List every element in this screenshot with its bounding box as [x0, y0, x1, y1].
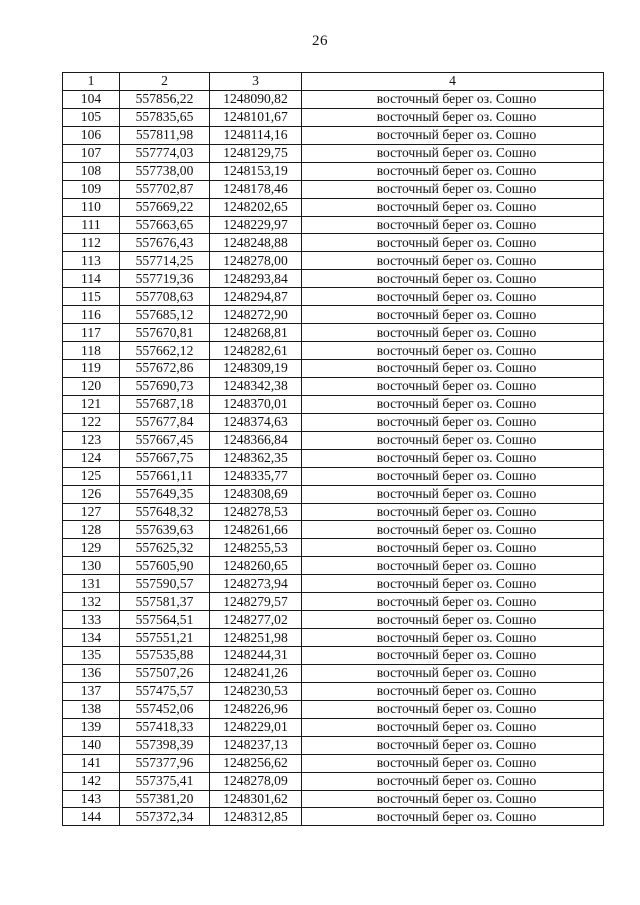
point-number-cell: 104	[63, 90, 120, 108]
x-coordinate-cell: 557649,35	[120, 485, 210, 503]
y-coordinate-cell: 1248255,53	[210, 539, 302, 557]
table-row	[63, 700, 604, 718]
point-number-cell: 114	[63, 270, 120, 288]
description-cell: восточный берег оз. Сошно	[302, 682, 604, 700]
description-cell: восточный берег оз. Сошно	[302, 772, 604, 790]
x-coordinate-cell: 557676,43	[120, 234, 210, 252]
x-coordinate-cell: 557372,34	[120, 808, 210, 826]
point-number-cell: 110	[63, 198, 120, 216]
y-coordinate-cell: 1248230,53	[210, 682, 302, 700]
description-cell: восточный берег оз. Сошно	[302, 270, 604, 288]
x-coordinate-cell: 557625,32	[120, 539, 210, 557]
y-coordinate-cell: 1248178,46	[210, 180, 302, 198]
table-row	[63, 413, 604, 431]
table-row	[63, 395, 604, 413]
y-coordinate-cell: 1248153,19	[210, 162, 302, 180]
description-cell: восточный берег оз. Сошно	[302, 611, 604, 629]
y-coordinate-cell: 1248237,13	[210, 736, 302, 754]
y-coordinate-cell: 1248362,35	[210, 449, 302, 467]
point-number-cell: 117	[63, 324, 120, 342]
point-number-cell: 116	[63, 306, 120, 324]
point-number-cell: 106	[63, 126, 120, 144]
table-row	[63, 539, 604, 557]
y-coordinate-cell: 1248335,77	[210, 467, 302, 485]
y-coordinate-cell: 1248277,02	[210, 611, 302, 629]
x-coordinate-cell: 557667,45	[120, 431, 210, 449]
table-row	[63, 377, 604, 395]
y-coordinate-cell: 1248226,96	[210, 700, 302, 718]
table-row	[63, 324, 604, 342]
coordinates-table	[62, 72, 604, 826]
table-row	[63, 664, 604, 682]
point-number-cell: 111	[63, 216, 120, 234]
y-coordinate-cell: 1248090,82	[210, 90, 302, 108]
description-cell: восточный берег оз. Сошно	[302, 216, 604, 234]
table-row	[63, 360, 604, 378]
table-row	[63, 593, 604, 611]
point-number-cell: 112	[63, 234, 120, 252]
point-number-cell: 136	[63, 664, 120, 682]
description-cell: восточный берег оз. Сошно	[302, 700, 604, 718]
table-row	[63, 198, 604, 216]
table-row	[63, 306, 604, 324]
y-coordinate-cell: 1248279,57	[210, 593, 302, 611]
header-col-2: 2	[120, 73, 210, 91]
table-body	[63, 90, 604, 825]
y-coordinate-cell: 1248293,84	[210, 270, 302, 288]
y-coordinate-cell: 1248248,88	[210, 234, 302, 252]
point-number-cell: 129	[63, 539, 120, 557]
description-cell: восточный берег оз. Сошно	[302, 324, 604, 342]
description-cell: восточный берег оз. Сошно	[302, 718, 604, 736]
x-coordinate-cell: 557687,18	[120, 395, 210, 413]
table-row	[63, 108, 604, 126]
point-number-cell: 144	[63, 808, 120, 826]
table-row	[63, 449, 604, 467]
table-row	[63, 485, 604, 503]
table-row	[63, 575, 604, 593]
point-number-cell: 118	[63, 342, 120, 360]
table-header	[63, 73, 604, 91]
table-row	[63, 126, 604, 144]
point-number-cell: 123	[63, 431, 120, 449]
point-number-cell: 141	[63, 754, 120, 772]
table-row	[63, 682, 604, 700]
table-row	[63, 790, 604, 808]
description-cell: восточный берег оз. Сошно	[302, 377, 604, 395]
point-number-cell: 133	[63, 611, 120, 629]
x-coordinate-cell: 557669,22	[120, 198, 210, 216]
x-coordinate-cell: 557774,03	[120, 144, 210, 162]
table-row	[63, 216, 604, 234]
point-number-cell: 139	[63, 718, 120, 736]
point-number-cell: 127	[63, 503, 120, 521]
x-coordinate-cell: 557398,39	[120, 736, 210, 754]
description-cell: восточный берег оз. Сошно	[302, 395, 604, 413]
y-coordinate-cell: 1248312,85	[210, 808, 302, 826]
point-number-cell: 140	[63, 736, 120, 754]
table-row	[63, 754, 604, 772]
point-number-cell: 120	[63, 377, 120, 395]
point-number-cell: 119	[63, 360, 120, 378]
x-coordinate-cell: 557418,33	[120, 718, 210, 736]
description-cell: восточный берег оз. Сошно	[302, 539, 604, 557]
x-coordinate-cell: 557648,32	[120, 503, 210, 521]
y-coordinate-cell: 1248261,66	[210, 521, 302, 539]
description-cell: восточный берег оз. Сошно	[302, 449, 604, 467]
description-cell: восточный берег оз. Сошно	[302, 144, 604, 162]
point-number-cell: 107	[63, 144, 120, 162]
table-row	[63, 234, 604, 252]
table-row	[63, 252, 604, 270]
y-coordinate-cell: 1248272,90	[210, 306, 302, 324]
point-number-cell: 143	[63, 790, 120, 808]
x-coordinate-cell: 557663,65	[120, 216, 210, 234]
table-row	[63, 342, 604, 360]
description-cell: восточный берег оз. Сошно	[302, 503, 604, 521]
description-cell: восточный берег оз. Сошно	[302, 575, 604, 593]
y-coordinate-cell: 1248260,65	[210, 557, 302, 575]
y-coordinate-cell: 1248282,61	[210, 342, 302, 360]
description-cell: восточный берег оз. Сошно	[302, 647, 604, 665]
x-coordinate-cell: 557590,57	[120, 575, 210, 593]
point-number-cell: 124	[63, 449, 120, 467]
point-number-cell: 137	[63, 682, 120, 700]
x-coordinate-cell: 557551,21	[120, 629, 210, 647]
y-coordinate-cell: 1248294,87	[210, 288, 302, 306]
description-cell: восточный берег оз. Сошно	[302, 808, 604, 826]
point-number-cell: 121	[63, 395, 120, 413]
x-coordinate-cell: 557667,75	[120, 449, 210, 467]
y-coordinate-cell: 1248268,81	[210, 324, 302, 342]
y-coordinate-cell: 1248202,65	[210, 198, 302, 216]
y-coordinate-cell: 1248278,53	[210, 503, 302, 521]
x-coordinate-cell: 557708,63	[120, 288, 210, 306]
x-coordinate-cell: 557639,63	[120, 521, 210, 539]
x-coordinate-cell: 557714,25	[120, 252, 210, 270]
point-number-cell: 135	[63, 647, 120, 665]
y-coordinate-cell: 1248308,69	[210, 485, 302, 503]
x-coordinate-cell: 557719,36	[120, 270, 210, 288]
y-coordinate-cell: 1248278,09	[210, 772, 302, 790]
x-coordinate-cell: 557670,81	[120, 324, 210, 342]
y-coordinate-cell: 1248251,98	[210, 629, 302, 647]
point-number-cell: 142	[63, 772, 120, 790]
y-coordinate-cell: 1248129,75	[210, 144, 302, 162]
description-cell: восточный берег оз. Сошно	[302, 431, 604, 449]
y-coordinate-cell: 1248244,31	[210, 647, 302, 665]
table-row	[63, 90, 604, 108]
x-coordinate-cell: 557835,65	[120, 108, 210, 126]
description-cell: восточный берег оз. Сошно	[302, 126, 604, 144]
x-coordinate-cell: 557452,06	[120, 700, 210, 718]
description-cell: восточный берег оз. Сошно	[302, 485, 604, 503]
point-number-cell: 105	[63, 108, 120, 126]
description-cell: восточный берег оз. Сошно	[302, 162, 604, 180]
point-number-cell: 130	[63, 557, 120, 575]
description-cell: восточный берег оз. Сошно	[302, 252, 604, 270]
table-row	[63, 772, 604, 790]
description-cell: восточный берег оз. Сошно	[302, 180, 604, 198]
table-row	[63, 503, 604, 521]
point-number-cell: 122	[63, 413, 120, 431]
description-cell: восточный берег оз. Сошно	[302, 90, 604, 108]
x-coordinate-cell: 557856,22	[120, 90, 210, 108]
y-coordinate-cell: 1248229,01	[210, 718, 302, 736]
y-coordinate-cell: 1248273,94	[210, 575, 302, 593]
description-cell: восточный берег оз. Сошно	[302, 108, 604, 126]
page-number: 26	[312, 33, 328, 49]
point-number-cell: 138	[63, 700, 120, 718]
point-number-cell: 132	[63, 593, 120, 611]
description-cell: восточный берег оз. Сошно	[302, 557, 604, 575]
x-coordinate-cell: 557661,11	[120, 467, 210, 485]
table-row	[63, 521, 604, 539]
description-cell: восточный берег оз. Сошно	[302, 306, 604, 324]
y-coordinate-cell: 1248342,38	[210, 377, 302, 395]
table-row	[63, 557, 604, 575]
header-col-4: 4	[302, 73, 604, 91]
table-row	[63, 647, 604, 665]
y-coordinate-cell: 1248114,16	[210, 126, 302, 144]
point-number-cell: 128	[63, 521, 120, 539]
point-number-cell: 108	[63, 162, 120, 180]
table-row	[63, 431, 604, 449]
table-row	[63, 270, 604, 288]
y-coordinate-cell: 1248278,00	[210, 252, 302, 270]
x-coordinate-cell: 557702,87	[120, 180, 210, 198]
description-cell: восточный берег оз. Сошно	[302, 790, 604, 808]
x-coordinate-cell: 557381,20	[120, 790, 210, 808]
table-row	[63, 629, 604, 647]
y-coordinate-cell: 1248374,63	[210, 413, 302, 431]
description-cell: восточный берег оз. Сошно	[302, 288, 604, 306]
y-coordinate-cell: 1248256,62	[210, 754, 302, 772]
y-coordinate-cell: 1248301,62	[210, 790, 302, 808]
y-coordinate-cell: 1248366,84	[210, 431, 302, 449]
description-cell: восточный берег оз. Сошно	[302, 413, 604, 431]
table-row	[63, 144, 604, 162]
description-cell: восточный берег оз. Сошно	[302, 664, 604, 682]
x-coordinate-cell: 557690,73	[120, 377, 210, 395]
y-coordinate-cell: 1248309,19	[210, 360, 302, 378]
y-coordinate-cell: 1248101,67	[210, 108, 302, 126]
table-row	[63, 180, 604, 198]
description-cell: восточный берег оз. Сошно	[302, 593, 604, 611]
x-coordinate-cell: 557581,37	[120, 593, 210, 611]
x-coordinate-cell: 557377,96	[120, 754, 210, 772]
point-number-cell: 113	[63, 252, 120, 270]
x-coordinate-cell: 557811,98	[120, 126, 210, 144]
x-coordinate-cell: 557564,51	[120, 611, 210, 629]
table-row	[63, 611, 604, 629]
x-coordinate-cell: 557507,26	[120, 664, 210, 682]
description-cell: восточный берег оз. Сошно	[302, 467, 604, 485]
description-cell: восточный берег оз. Сошно	[302, 198, 604, 216]
description-cell: восточный берег оз. Сошно	[302, 754, 604, 772]
x-coordinate-cell: 557672,86	[120, 360, 210, 378]
point-number-cell: 131	[63, 575, 120, 593]
x-coordinate-cell: 557375,41	[120, 772, 210, 790]
table-row	[63, 162, 604, 180]
point-number-cell: 109	[63, 180, 120, 198]
x-coordinate-cell: 557685,12	[120, 306, 210, 324]
x-coordinate-cell: 557662,12	[120, 342, 210, 360]
point-number-cell: 115	[63, 288, 120, 306]
table-row	[63, 467, 604, 485]
x-coordinate-cell: 557738,00	[120, 162, 210, 180]
description-cell: восточный берег оз. Сошно	[302, 234, 604, 252]
header-col-1: 1	[63, 73, 120, 91]
x-coordinate-cell: 557677,84	[120, 413, 210, 431]
point-number-cell: 125	[63, 467, 120, 485]
table-row	[63, 718, 604, 736]
point-number-cell: 134	[63, 629, 120, 647]
point-number-cell: 126	[63, 485, 120, 503]
x-coordinate-cell: 557605,90	[120, 557, 210, 575]
description-cell: восточный берег оз. Сошно	[302, 521, 604, 539]
description-cell: восточный берег оз. Сошно	[302, 736, 604, 754]
table-row	[63, 736, 604, 754]
y-coordinate-cell: 1248229,97	[210, 216, 302, 234]
header-col-3: 3	[210, 73, 302, 91]
table-row	[63, 288, 604, 306]
y-coordinate-cell: 1248370,01	[210, 395, 302, 413]
description-cell: восточный берег оз. Сошно	[302, 360, 604, 378]
description-cell: восточный берег оз. Сошно	[302, 629, 604, 647]
table-row	[63, 808, 604, 826]
x-coordinate-cell: 557475,57	[120, 682, 210, 700]
y-coordinate-cell: 1248241,26	[210, 664, 302, 682]
x-coordinate-cell: 557535,88	[120, 647, 210, 665]
header-row	[63, 73, 604, 91]
description-cell: восточный берег оз. Сошно	[302, 342, 604, 360]
